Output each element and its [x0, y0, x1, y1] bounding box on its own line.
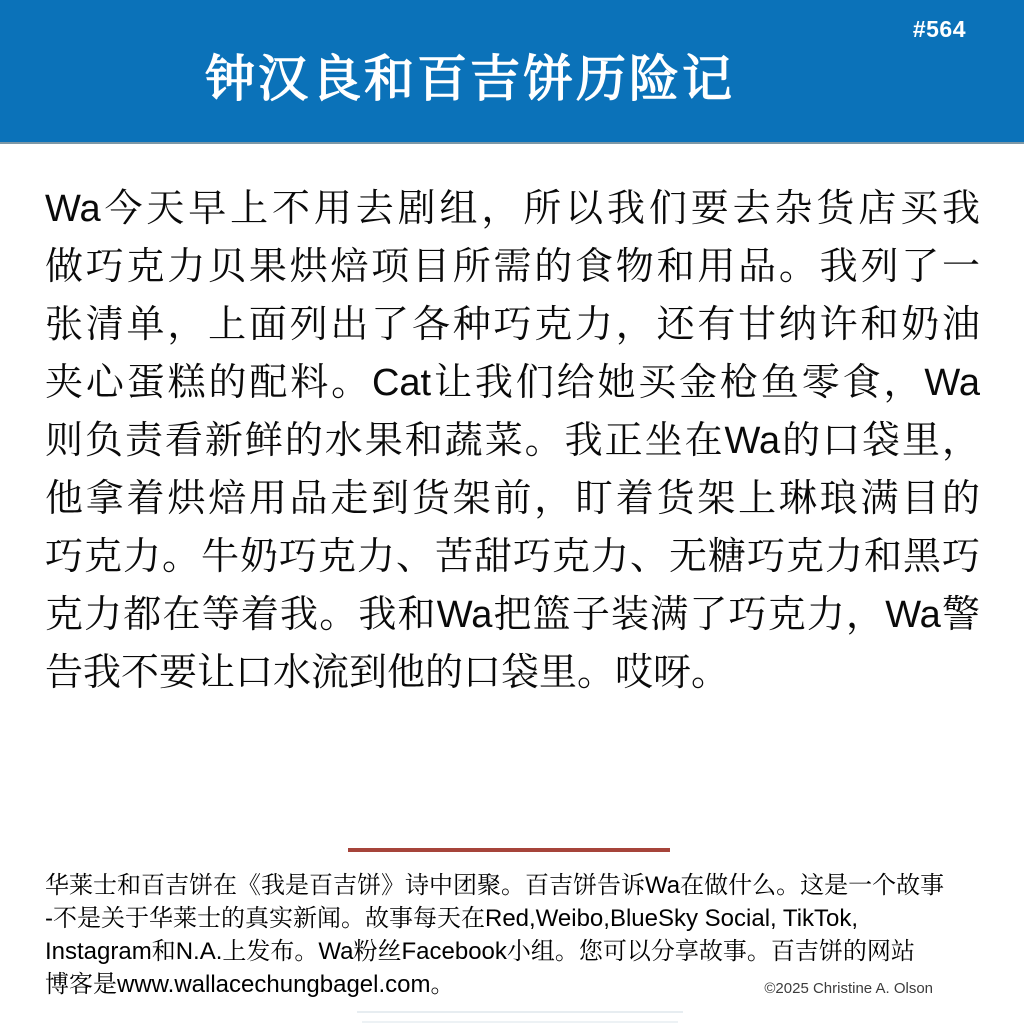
story-line: 他拿着烘焙用品走到货架前，盯着货架上琳琅满目的 — [45, 478, 980, 520]
page-title: 钟汉良和百吉饼历险记 — [205, 51, 735, 107]
footer-line: Instagram和N.A.上发布。Wa粉丝Facebook小组。您可以分享故事。百吉饼的网站 — [45, 938, 915, 965]
bottom-accent-line-2 — [362, 1021, 678, 1023]
story-line: 做巧克力贝果烘焙项目所需的食物和用品。我列了一 — [45, 246, 980, 288]
issue-number: #564 — [912, 16, 966, 42]
footer-line: -不是关于华莱士的真实新闻。故事每天在Red,Weibo,BlueSky Social, TikTok, — [45, 905, 859, 932]
story-line: 张清单，上面列出了各种巧克力，还有甘纳许和奶油 — [45, 304, 980, 346]
copyright-text: ©2025 Christine A. Olson — [764, 980, 933, 997]
story-line: 夹心蛋糕的配料。Cat让我们给她买金枪鱼零食，Wa — [45, 362, 980, 404]
story-line: Wa今天早上不用去剧组，所以我们要去杂货店买我 — [45, 188, 980, 230]
story-text — [45, 180, 980, 702]
divider-line — [348, 848, 670, 852]
bottom-accent-line — [357, 1011, 683, 1013]
story-line: 则负责看新鲜的水果和蔬菜。我正坐在Wa的口袋里， — [45, 420, 980, 462]
header-band — [0, 0, 1024, 144]
story-line: 克力都在等着我。我和Wa把篮子装满了巧克力，Wa警 — [45, 594, 980, 636]
footer-line: 华莱士和百吉饼在《我是百吉饼》诗中团聚。百吉饼告诉Wa在做什么。这是一个故事 — [45, 872, 945, 899]
footer-line: 博客是www.wallacechungbagel.com。 — [45, 971, 455, 998]
story-line: 告我不要让口水流到他的口袋里。哎呀。 — [45, 652, 730, 694]
story-line: 巧克力。牛奶巧克力、苦甜巧克力、无糖巧克力和黑巧 — [45, 536, 980, 578]
